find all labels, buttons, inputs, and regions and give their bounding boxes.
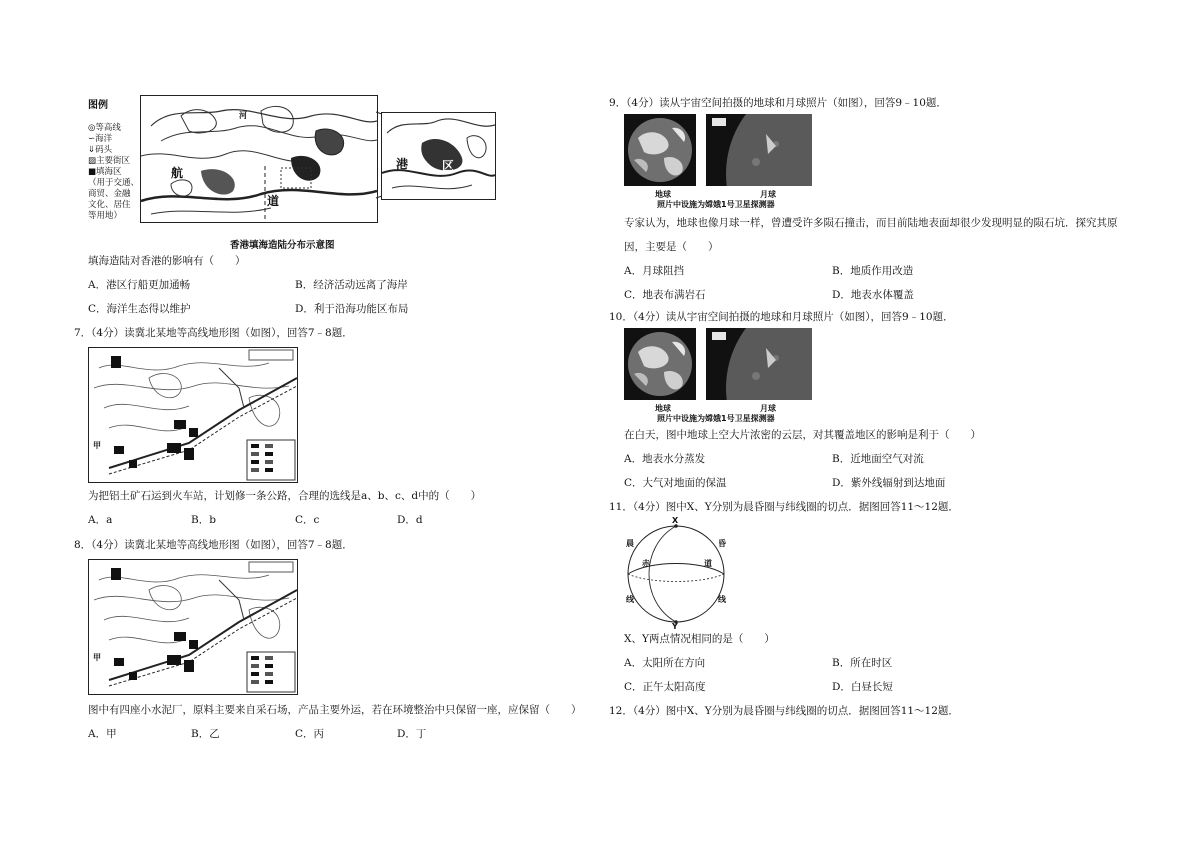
question-10-stem: 10．（4分）读从宇宙空间拍摄的地球和月球照片（如图），回答9﹣10题． [609,311,954,323]
option-d: D．紫外线辐射到达地面 [832,477,946,489]
question-11-text: X、Y两点情况相同的是（ ） [624,633,775,645]
legend-title: 图例 [88,100,108,111]
legend-item: ∽海洋 [88,134,113,144]
question-10-text: 在白天，图中地球上空大片浓密的云层，对其覆盖地区的影响是利于（ ） [624,429,981,441]
terminator-graphic [620,516,732,632]
map-legend [88,96,140,222]
earth-graphic [624,114,696,186]
earth-photo [624,114,696,186]
legend-item: 文化、居住 [88,200,131,210]
option-c: C．正午太阳高度 [624,681,706,693]
option-d: D．d [397,514,423,526]
moon-graphic [706,114,812,186]
earth-label: 地球 [655,404,671,413]
moon-photo [706,114,812,186]
legend-item: ■填海区 [88,167,122,177]
contour-map-graphic [89,348,297,482]
map-label-gang: 港 [396,157,409,171]
map-label-qu: 区 [442,159,455,173]
label-hun: 昏 [718,539,726,548]
option-a: A．太阳所在方向 [624,657,706,669]
option-c: C．c [295,514,320,526]
question-9-text-line2: 因，主要是（ ） [624,241,719,253]
inset-connector [374,110,384,200]
label-xian-left: 线 [626,595,634,604]
option-c: C．大气对地面的保温 [624,477,727,489]
photo-caption: 照片中设施为嫦娥1号卫星探测器 [657,200,775,209]
map-label-jia: 甲 [93,653,101,662]
contour-map-figure [88,347,298,483]
legend-item: 等用地） [88,211,123,221]
question-7-text: 为把铝土矿石运到火车站，计划修一条公路，合理的选线是a、b、c、d中的（ ） [88,490,482,502]
option-b: B．乙 [191,728,220,740]
map-label-jia: 甲 [93,441,101,450]
question-12-stem: 12．（4分）图中X、Y分别为晨昏圈与纬线圈的切点．据图回答11～12题． [609,705,959,717]
contour-map-figure [88,559,298,695]
option-b: B．地质作用改造 [832,265,914,277]
map-label-hang: 航 [171,166,184,180]
option-b: B．所在时区 [832,657,893,669]
photo-caption: 照片中设施为嫦娥1号卫星探测器 [657,414,775,423]
option-a: A．月球阻挡 [624,265,685,277]
hong-kong-inset-map [381,112,496,200]
map-label-river: 河 [239,111,247,120]
earth-graphic [624,328,696,400]
moon-label: 月球 [760,404,776,413]
contour-map-graphic [89,560,297,694]
option-a: A．港区行船更加通畅 [88,279,191,291]
moon-graphic [706,328,812,400]
option-c: C．海洋生态得以维护 [88,303,191,315]
option-a: A．甲 [88,728,117,740]
figure-caption: 香港填海造陆分布示意图 [230,240,335,251]
label-dao: 道 [704,559,712,568]
option-d: D．丁 [397,728,427,740]
legend-item: （用于交通、 [88,178,140,188]
label-xian-right: 线 [718,595,726,604]
question-8-text: 图中有四座小水泥厂，原料主要来自采石场，产品主要外运，若在环境整治中只保留一座，应保留（ ） [88,704,582,716]
point-x-label: X [672,516,679,525]
option-d: D．地表水体覆盖 [832,289,914,301]
option-b: B．近地面空气对流 [832,453,924,465]
label-chi: 赤 [642,559,650,568]
option-d: D．利于沿海功能区布局 [295,303,409,315]
contour-map-graphic [141,96,377,222]
legend-item: ⇓码头 [88,145,113,155]
question-8-stem: 8．（4分）读冀北某地等高线地形图（如图），回答7﹣8题． [74,539,353,551]
option-c: C．地表布满岩石 [624,289,706,301]
earth-label: 地球 [655,190,671,199]
legend-item: ▨主要街区 [88,156,131,166]
option-a: A．a [88,514,113,526]
moon-photo [706,328,812,400]
question-7-stem: 7．（4分）读冀北某地等高线地形图（如图），回答7﹣8题． [74,327,353,339]
earth-photo [624,328,696,400]
option-b: B．b [191,514,216,526]
hong-kong-map [140,95,378,223]
legend-item: 商贸、金融 [88,189,131,199]
point-y-label: Y [672,622,678,631]
option-a: A．地表水分蒸发 [624,453,706,465]
question-9-stem: 9．（4分）读从宇宙空间拍摄的地球和月球照片（如图），回答9﹣10题． [609,97,947,109]
map-label-dao: 道 [267,194,280,208]
option-b: B．经济活动远离了海岸 [295,279,408,291]
option-d: D．白昼长短 [832,681,893,693]
label-chen: 晨 [626,539,634,548]
option-c: C．丙 [295,728,325,740]
terminator-diagram [620,516,732,632]
legend-item: ◎等高线 [88,123,121,133]
question-9-text-line1: 专家认为，地球也像月球一样，曾遭受许多陨石撞击，而目前陆地表面却很少发现明显的陨石坑．探究其原 [624,217,1118,229]
question-6-stem: 填海造陆对香港的影响有（ ） [88,255,246,267]
moon-label: 月球 [760,190,776,199]
question-11-stem: 11．（4分）图中X、Y分别为晨昏圈与纬线圈的切点．据图回答11～12题． [609,501,959,513]
